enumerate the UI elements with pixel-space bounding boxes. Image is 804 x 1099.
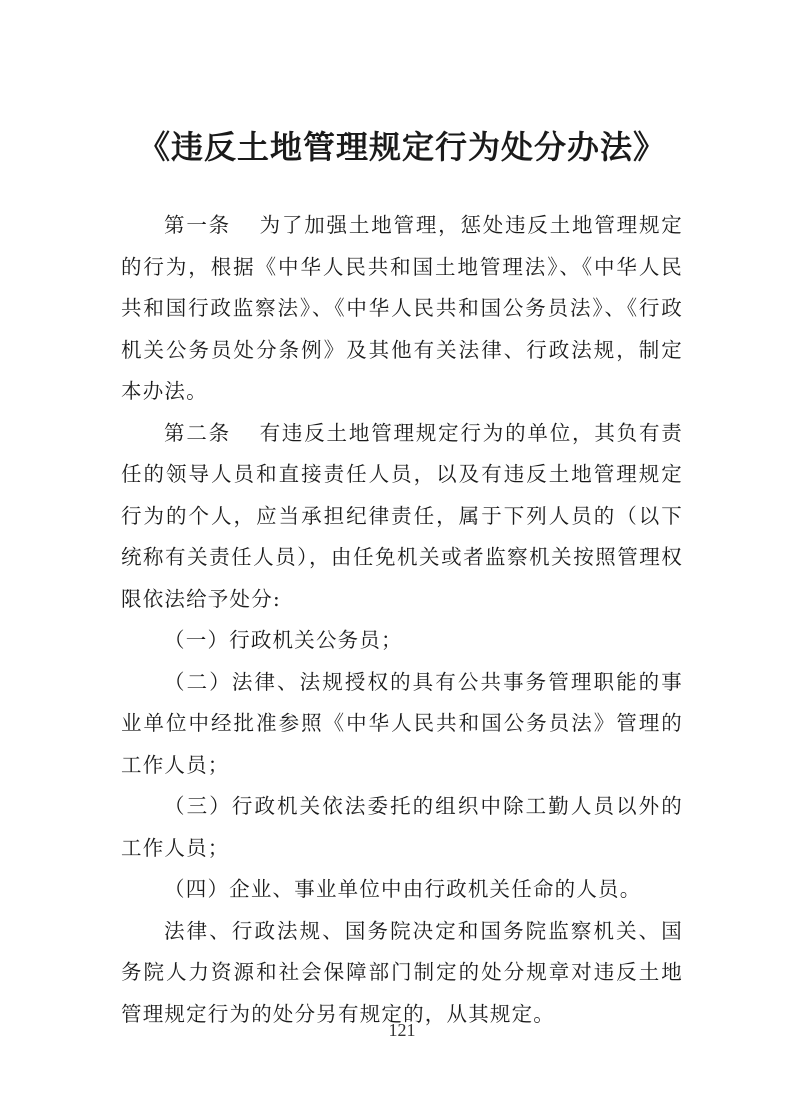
article-2-item-3: （三）行政机关依法委托的组织中除工勤人员以外的工作人员；	[121, 794, 683, 860]
document-body	[121, 205, 683, 1035]
article-1-paragraph	[121, 205, 683, 413]
article-2-item-4: （四）企业、事业单位中由行政机关任命的人员。	[164, 877, 642, 901]
article-1-text: 为了加强土地管理，惩处违反土地管理规定的行为，根据《中华人民共和国土地管理法》、《中华人民共和国行政监察法》、《中华人民共和国公务员法》、《行政机关公务员处分条例》及其他有关法律、行政法规，制定本办法。	[121, 213, 683, 403]
article-2-closing: 法律、行政法规、国务院决定和国务院监察机关、国务院人力资源和社会保障部门制定的处分规章对违反土地管理规定行为的处分另有规定的，从其规定。	[121, 918, 683, 1026]
article-2-paragraph	[121, 413, 683, 621]
article-2-item-2: （二）法律、法规授权的具有公共事务管理职能的事业单位中经批准参照《中华人民共和国公务员法》管理的工作人员；	[121, 669, 683, 777]
article-1-number: 第一条	[164, 213, 231, 237]
article-2-text: 有违反土地管理规定行为的单位，其负有责任的领导人员和直接责任人员，以及有违反土地管理规定行为的个人，应当承担纪律责任，属于下列人员的（以下统称有关责任人员），由任免机关或者监察机关按照管理权限依法给予处分:	[121, 420, 683, 611]
article-2-number: 第二条	[164, 420, 231, 445]
article-2-item-1: （一）行政机关公务员；	[164, 628, 403, 652]
page-number: 121	[388, 1020, 416, 1040]
document-title: 《违反土地管理规定行为处分办法》	[137, 128, 666, 166]
